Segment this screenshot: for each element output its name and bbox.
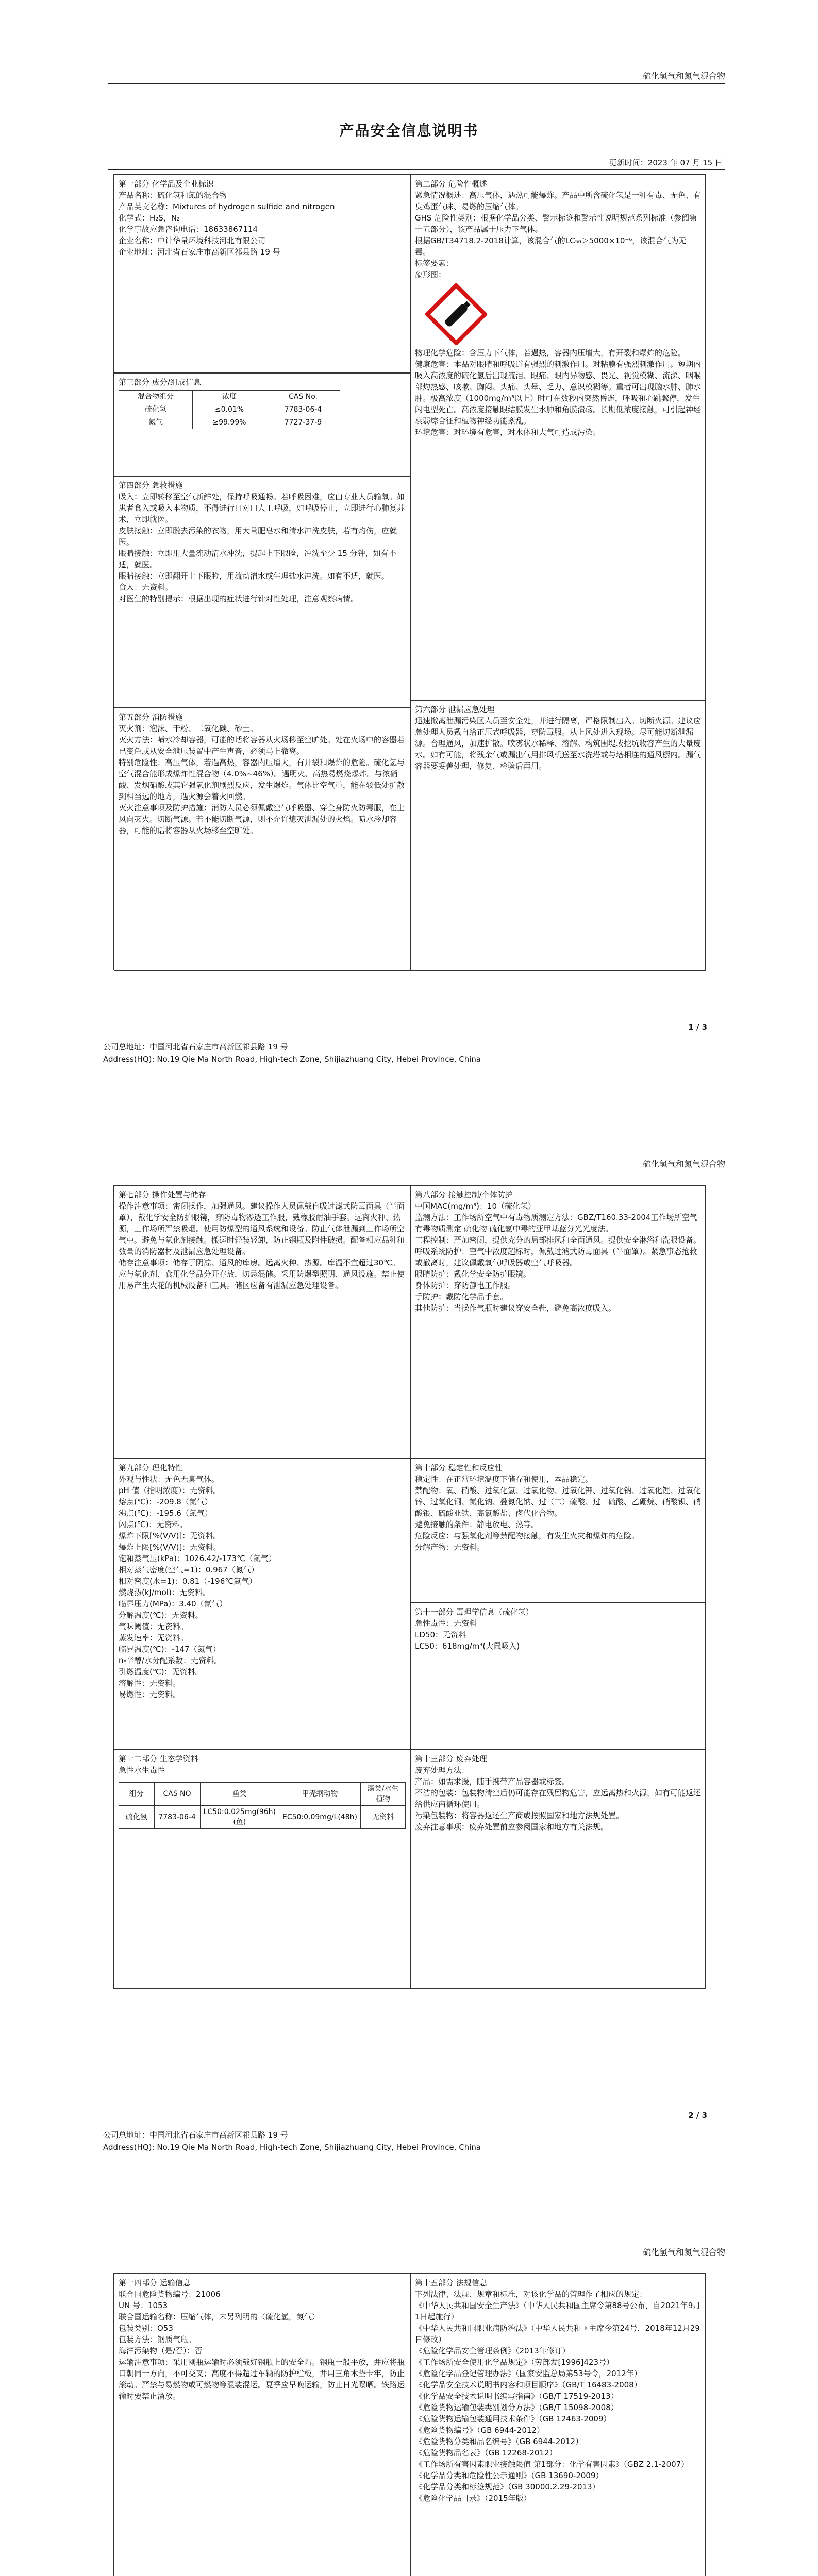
section-title: 第九部分 理化特性 [119, 1463, 183, 1472]
text-line: 手防护：戴防化学品手套。 [415, 1292, 508, 1301]
section-9 [114, 1459, 410, 1750]
page2-grid [113, 1185, 706, 1989]
section-title: 第十一部分 毒理学信息（硫化氢） [415, 1607, 533, 1617]
text-line: 《化学品安全技术说明书内容和项目顺序》（GB/T 16483-2008） [415, 2380, 642, 2389]
table-row [119, 403, 340, 416]
text-line: 《危险货物运输包装通用技术条件》（GB 12463-2009） [415, 2414, 611, 2424]
text-line: 沸点(℃)：-195.6（氮气） [119, 1509, 212, 1518]
text-line: 眼睛防护：戴化学安全防护眼镜。 [415, 1269, 531, 1279]
section-8 [410, 1185, 706, 1459]
text-line: 《危险货物品名表》（GB 12268-2012） [415, 2448, 557, 2458]
table-header: 甲壳纲动物 [279, 1783, 360, 1806]
text-line: 下列法律、法规、规章和标准，对该化学品的管理作了相应的规定： [415, 2290, 647, 2299]
text-line: 《化学品安全技术说明书编写指南》（GB/T 17519-2013） [415, 2392, 619, 2401]
header-product: 硫化氢气和氮气混合物 [642, 1159, 725, 1169]
text-line: 《化学品分类和危险性公示通则》（GB 13690-2009） [415, 2471, 604, 2480]
text-line: 操作注意事项：密闭操作，加强通风。建议操作人员佩戴自吸过滤式防毒面具（半面罩），戴化学安全防护眼镜，穿防毒物渗透工作服，戴橡胶耐油手套。远离火种、热源，工作场所严禁吸烟。使用防爆型的通风系统和设备。防止气体泄漏到工作场所空气中。避免与氧化剂接触。搬运时轻装轻卸，防止钢瓶及附件破损。配备相应品种和数量的消防器材及泄漏应急处理设备。 [119, 1201, 405, 1256]
text-line: 《工作场所安全使用化学品规定》（劳部发[1996]423号） [415, 2358, 614, 2367]
text-line: 物理化学危险：含压力下气体，若遇热，容器内压增大，有开裂和爆炸的危险。 [415, 348, 686, 358]
text-line: 相对蒸气密度(空气=1)：0.967（氮气） [119, 1565, 259, 1574]
text-line: 中国MAC(mg/m³)：10（硫化氢） [415, 1201, 536, 1211]
text-line: 化学事故应急咨询电话：18633867114 [119, 225, 258, 234]
section-title: 第七部分 操作处置与储存 [119, 1190, 206, 1199]
section-1 [114, 175, 410, 373]
text-line: 眼睛接触：立即用大量流动清水冲洗，提起上下眼睑，冲洗至少 15 分钟，如有不适，就医。 [119, 549, 396, 569]
title-rule [108, 169, 725, 170]
text-line: 对医生的特别提示：根据出现的症状进行针对性处理，注意观察病情。 [119, 594, 359, 603]
text-line: 《危险化学品登记管理办法》（国家安监总局第53号令，2012年） [415, 2369, 642, 2378]
address-cn: 公司总地址：中国河北省石家庄市高新区祁县路 19 号 [103, 2130, 288, 2140]
text-line: 《中华人民共和国职业病防治法》（中华人民共和国主席令第24号，2018年12月29日修改） [415, 2324, 700, 2344]
text-line: 《危险货物分类和品名编号》（GB 6944-2012） [415, 2437, 583, 2446]
section-10 [410, 1459, 706, 1603]
table-header: 组分 [119, 1783, 155, 1806]
text-line: 标签要素： [415, 259, 454, 268]
section-title: 第一部分 化学品及企业标识 [119, 179, 214, 189]
text-line: 灭火注意事项及防护措施：消防人员必须佩戴空气呼吸器、穿全身防火防毒服，在上风向灭火。切断气源。若不能切断气源，则不允许熄灭泄漏处的火焰。喷水冷却容器，可能的话将容器从火场移至空旷处。 [119, 803, 405, 835]
table-header: 浓度 [193, 391, 266, 403]
text-line: pH 值（指明浓度）：无资料。 [119, 1486, 221, 1495]
text-line: 灭火方法：喷水冷却容器，可能的话将容器从火场移至空旷处。处在火场中的容器若已变色或从安全泄压装置中产生声音，必须马上撤离。 [119, 735, 405, 756]
text-line: 急性水生毒性 [119, 1766, 165, 1775]
section-title: 第三部分 成分/组成信息 [119, 378, 201, 387]
text-line: 包装方法：钢质气瓶。 [119, 2335, 196, 2344]
table-cell: ≥99.99% [193, 416, 266, 429]
text-line: GHS 危险性类别：根据化学品分类、警示标签和警示性说明规范系列标准（参阅第十五部分），该产品属于压力下气体。 [415, 213, 697, 234]
section-title: 第五部分 消防措施 [119, 713, 183, 722]
text-line: 联合国危险货物编号：21006 [119, 2290, 221, 2299]
table-cell: 硫化氢 [119, 1806, 155, 1829]
text-line: 燃烧热(kJ/mol)：无资料。 [119, 1588, 210, 1597]
header-product: 硫化氢气和氮气混合物 [642, 71, 725, 81]
text-line: 爆炸下限[%(V/V)]：无资料。 [119, 1531, 221, 1540]
footer-address [103, 2129, 481, 2154]
text-line: LC50：618mg/m³(大鼠吸入) [415, 1641, 520, 1651]
text-line: 《危险货物运输包装类别划分方法》（GB/T 15098-2008） [415, 2403, 619, 2412]
text-line: 产品名称：硫化氢和氮的混合物 [119, 191, 227, 200]
text-line: LD50：无资料 [415, 1630, 466, 1639]
text-line: 《危险化学品安全管理条例》（2013年修订） [415, 2346, 570, 2355]
table-cell: ≤0.01% [193, 403, 266, 416]
document-title: 产品安全信息说明书 [339, 122, 479, 139]
text-line: 引燃温度(℃)：无资料。 [119, 1667, 203, 1676]
text-line: 《工作场所有害因素职业接触限值 第1部分：化学有害因素》（GBZ 2.1-2007） [415, 2460, 689, 2469]
section-title: 第十四部分 运输信息 [119, 2278, 191, 2287]
text-line: n-辛醇/水分配系数：无资料。 [119, 1656, 222, 1665]
page-3 [0, 2176, 818, 2576]
text-line: 紧急情况概述：高压气体，遇热可能爆炸。产品中所含硫化氢是一种有毒、无色、有臭鸡蛋气味、易燃的压缩气体。 [415, 191, 702, 211]
text-line: 《危险化学品目录》（2015年版） [415, 2494, 531, 2503]
text-line: 相对密度(水=1)：0.81（-196℃氮气） [119, 1577, 257, 1586]
text-line: 产品英文名称：Mixtures of hydrogen sulfide and nitrogen [119, 202, 335, 211]
text-line: 企业地址：河北省石家庄市高新区祁县路 19 号 [119, 247, 280, 257]
update-date: 更新时间：2023 年 07 月 15 日 [609, 158, 723, 167]
text-line: 吸入：立即转移至空气新鲜处，保持呼吸通畅。若呼吸困难，应由专业人员输氧。如患者食入或吸入本物质，不得进行口对口人工呼吸，如呼吸停止，立即进行心肺复苏术，立即就医。 [119, 492, 405, 524]
composition-table [119, 390, 340, 429]
section-11 [410, 1603, 706, 1750]
section-title: 第六部分 泄漏应急处理 [415, 705, 495, 714]
text-line: 食入：无资料。 [119, 583, 173, 592]
text-line: 分解温度(℃)：无资料。 [119, 1611, 203, 1620]
table-cell: 7727-37-9 [266, 416, 340, 429]
page-1 [0, 0, 818, 1088]
address-en: Address(HQ): No.19 Qie Ma North Road, High-tech Zone, Shijiazhuang City, Hebei Province, China [103, 1055, 481, 1064]
text-line: 特别危险性：高压气体，若遇高热，容器内压增大，有开裂和爆炸的危险。硫化氢与空气混合能形成爆炸性混合物（4.0%~46%）。遇明火、高热易燃烧爆炸。与浓硝酸、发烟硝酸或其它强氧化剂剧烈反应，发生爆炸。气体比空气重，能在较低处扩散到相当远的地方，遇火源会着火回燃。 [119, 758, 405, 801]
section-title: 第十五部分 法规信息 [415, 2278, 487, 2287]
text-line: 稳定性：在正常环境温度下储存和使用，本品稳定。 [415, 1475, 593, 1484]
text-line: 爆炸上限[%(V/V)]：无资料。 [119, 1543, 221, 1552]
text-line: 分解产物：无资料。 [415, 1543, 485, 1552]
footer-address [103, 1041, 481, 1065]
text-line: 不洁的包装：包装物清空后仍可能存在残留物危害，应远离热和火源，如有可能返还给供应商循环使用。 [415, 1788, 702, 1809]
text-line: 呼吸系统防护：空气中浓度超标时，佩戴过滤式防毒面具（半面罩）。紧急事态抢救或撤离时，建议佩戴氧气呼吸器或空气呼吸器。 [415, 1247, 697, 1267]
text-line: 皮肤接触：立即脱去污染的衣物，用大量肥皂水和清水冲洗皮肤，若有灼伤，应就医。 [119, 526, 397, 547]
text-line: 眼睛接触：立即翻开上下眼睑，用流动清水或生理盐水冲洗。如有不适，就医。 [119, 571, 390, 581]
table-row [119, 1806, 406, 1829]
section-3 [114, 373, 410, 476]
text-line: 禁配物：氧、硝酸、过氧化氢、过氧化物、过氧化钾、过氧化钠、过氧化锂、过氧化锌、过氧化铜、氮化钠、叠氮化钠、过（二）硫酸、过一硫酸、乙硼烷、硝酸钡、硝酸银、硫酸亚铁、高氯酸盐、卤代化合物。 [415, 1486, 702, 1518]
text-line: 环境危害：对环境有危害，对水体和大气可造成污染。 [415, 428, 601, 437]
text-line: 临界压力(MPa)：3.40（氮气） [119, 1599, 227, 1608]
text-line: 《中华人民共和国安全生产法》（中华人民共和国主席令第88号公布，自2021年9月1日起施行） [415, 2301, 701, 2321]
section-title: 第十二部分 生态学资料 [119, 1754, 198, 1764]
gas-cylinder-pictogram-icon [425, 283, 487, 345]
text-line: 易燃性：无资料。 [119, 1690, 181, 1699]
text-line: 避免接触的条件：静电放电、热等。 [415, 1520, 539, 1529]
page-2 [0, 1088, 818, 2176]
text-line: 监测方法：工作场所空气中有毒物质测定方法：GBZ/T160.33-2004工作场所空气有毒物质测定 硫化物 硫化氢中毒的亚甲基蓝分光光度法。 [415, 1213, 697, 1233]
section-title: 第四部分 急救措施 [119, 481, 183, 490]
page3-grid [113, 2273, 706, 2576]
text-line: 废弃处理方法： [415, 1766, 470, 1775]
text-line: 溶解性：无资料。 [119, 1679, 181, 1688]
ecotox-table [119, 1782, 406, 1829]
text-line: 急性毒性：无资料 [415, 1619, 477, 1628]
section-2 [410, 175, 706, 700]
table-cell: 7783-06-4 [154, 1806, 200, 1829]
text-line: 工程控制：严加密闭，提供充分的局部排风和全面通风。提供安全淋浴和洗眼设备。 [415, 1235, 702, 1245]
text-line: 其他防护：当操作气瓶时建议穿安全鞋，避免高浓度吸入。 [415, 1303, 616, 1313]
text-line: UN 号：1053 [119, 2301, 168, 2310]
text-line: 蒸发速率：无资料。 [119, 1633, 189, 1642]
text-line: 根据GB/T34718.2-2018计算，该混合气的LC₅₀＞5000×10⁻⁶，该混合气为无毒。 [415, 236, 687, 257]
table-row [119, 416, 340, 429]
table-header: CAS NO [154, 1783, 200, 1806]
page-number: 1 / 3 [688, 1023, 707, 1032]
table-cell: LC50:0.025mg(96h)(鱼) [200, 1806, 279, 1829]
section-14 [114, 2274, 410, 2576]
text-line: 包装类别：O53 [119, 2324, 173, 2333]
text-line: 临界温度(℃)：-147（氮气） [119, 1645, 221, 1654]
table-header: CAS No. [266, 391, 340, 403]
text-line: 外观与性状：无色无臭气体。 [119, 1475, 220, 1484]
text-line: 《危险货物编号》（GB 6944-2012） [415, 2426, 544, 2435]
section-6 [410, 700, 706, 971]
text-line: 闪点(℃)：无资料。 [119, 1520, 188, 1529]
text-line: 饱和蒸气压(kPa)：1026.42/-173℃（氮气） [119, 1554, 276, 1563]
text-line: 运输注意事项：采用刚瓶运输时必须戴好钢瓶上的安全帽。钢瓶一般平放，并应将瓶口朝同一方向，不可交叉；高度不得超过车辆的防护栏板，并用三角木垫卡牢，防止滚动。严禁与易燃物或可燃物等混装混运。夏季应早晚运输，防止日光曝晒。铁路运输时要禁止溜放。 [119, 2358, 405, 2401]
table-header: 鱼类 [200, 1783, 279, 1806]
address-en: Address(HQ): No.19 Qie Ma North Road, High-tech Zone, Shijiazhuang City, Hebei Province, China [103, 2143, 481, 2152]
text-line: 危险反应：与强氧化剂等禁配物接触，有发生火灾和爆炸的危险。 [415, 1531, 640, 1540]
table-cell: 7783-06-4 [266, 403, 340, 416]
text-line: 化学式：H₂S，N₂ [119, 213, 180, 223]
text-line: 产品：如需求援，随手携带产品容器或标签。 [415, 1777, 570, 1786]
table-header: 藻类/水生植物 [360, 1783, 405, 1806]
page-number: 2 / 3 [688, 2111, 707, 2120]
page1-grid [113, 174, 706, 970]
table-cell: EC50:0.09mg/L(48h) [279, 1806, 360, 1829]
section-title: 第八部分 接触控制/个体防护 [415, 1190, 513, 1199]
section-5 [114, 708, 410, 971]
header-rule [108, 83, 725, 84]
text-line: 污染包装物：将容器返还生产商或按照国家和地方法规处置。 [415, 1811, 624, 1820]
table-cell: 硫化氢 [119, 403, 193, 416]
text-line: 身体防护：穿防静电工作服。 [415, 1281, 516, 1290]
section-title: 第十部分 稳定性和反应性 [415, 1463, 503, 1472]
section-7 [114, 1185, 410, 1459]
header-product: 硫化氢气和氮气混合物 [642, 2247, 725, 2257]
text-line: 熔点(℃)：-209.8（氮气） [119, 1497, 212, 1506]
table-cell: 无资料 [360, 1806, 405, 1829]
section-13 [410, 1750, 706, 1989]
section-title: 第二部分 危险性概述 [415, 179, 487, 189]
text-line: 健康危害：本品对眼睛和呼吸道有强烈的刺激作用。对粘膜有强烈刺激作用。短期内吸入高浓度的硫化氢后出现流泪、眼痛、眼内异物感、畏光、视觉模糊、流涕、咽喉部灼热感、咳嗽、胸闷、头痛、头晕、乏力、意识模糊等。重者可出现脑水肿、肺水肿。极高浓度（1000mg/m³以上）时可在数秒内突然昏迷，呼吸和心跳骤停，发生闪电型死亡。高浓度接触眼结膜发生水肿和角膜溃疡。长期低浓度接触，可引起神经衰弱综合征和植物神经功能紊乱。 [415, 360, 702, 426]
text-line: 气味阈值：无资料。 [119, 1622, 189, 1631]
section-title: 第十三部分 废弃处理 [415, 1754, 487, 1764]
text-line: 废弃注意事项：废弃处置前应参阅国家和地方有关法规。 [415, 1822, 609, 1832]
text-line: 灭火剂：泡沫、干粉、二氧化碳、砂土。 [119, 724, 258, 733]
section-12 [114, 1750, 410, 1989]
section-15 [410, 2274, 706, 2576]
text-line: 储存注意事项：储存于阴凉、通风的库房。远离火种、热源。库温不宜超过30℃。应与氧化剂、食用化学品分开存放，切忌混储。采用防爆型照明、通风设施。禁止使用易产生火花的机械设备和工具。储区应备有泄漏应急处理设备。 [119, 1258, 405, 1290]
text-line: 海洋污染物（是/否）：否 [119, 2346, 203, 2355]
text-line: 象形图： [415, 270, 446, 279]
text-line: 迅速撤离泄漏污染区人员至安全处，并进行隔离，严格限制出入。切断火源。建议应急处理人员戴自给正压式呼吸器，穿防毒服。从上风处进入现场。尽可能切断泄漏源。合理通风，加速扩散。喷雾状水稀释、溶解。构筑围堤或挖坑收容产生的大量废水。如有可能，将残余气或漏出气用排风机送至水洗塔或与塔相连的通风橱内。漏气容器要妥善处理，修复、检验后再用。 [415, 716, 702, 771]
address-cn: 公司总地址：中国河北省石家庄市高新区祁县路 19 号 [103, 1042, 288, 1052]
section-4 [114, 476, 410, 708]
table-cell: 氮气 [119, 416, 193, 429]
table-header: 混合物组分 [119, 391, 193, 403]
text-line: 联合国运输名称：压缩气体，未另列明的（硫化氢，氮气） [119, 2312, 320, 2321]
text-line: 企业名称：中计华量环境科技河北有限公司 [119, 236, 266, 245]
text-line: 《化学品分类和标签规范》（GB 30000.2.29-2013） [415, 2482, 600, 2492]
